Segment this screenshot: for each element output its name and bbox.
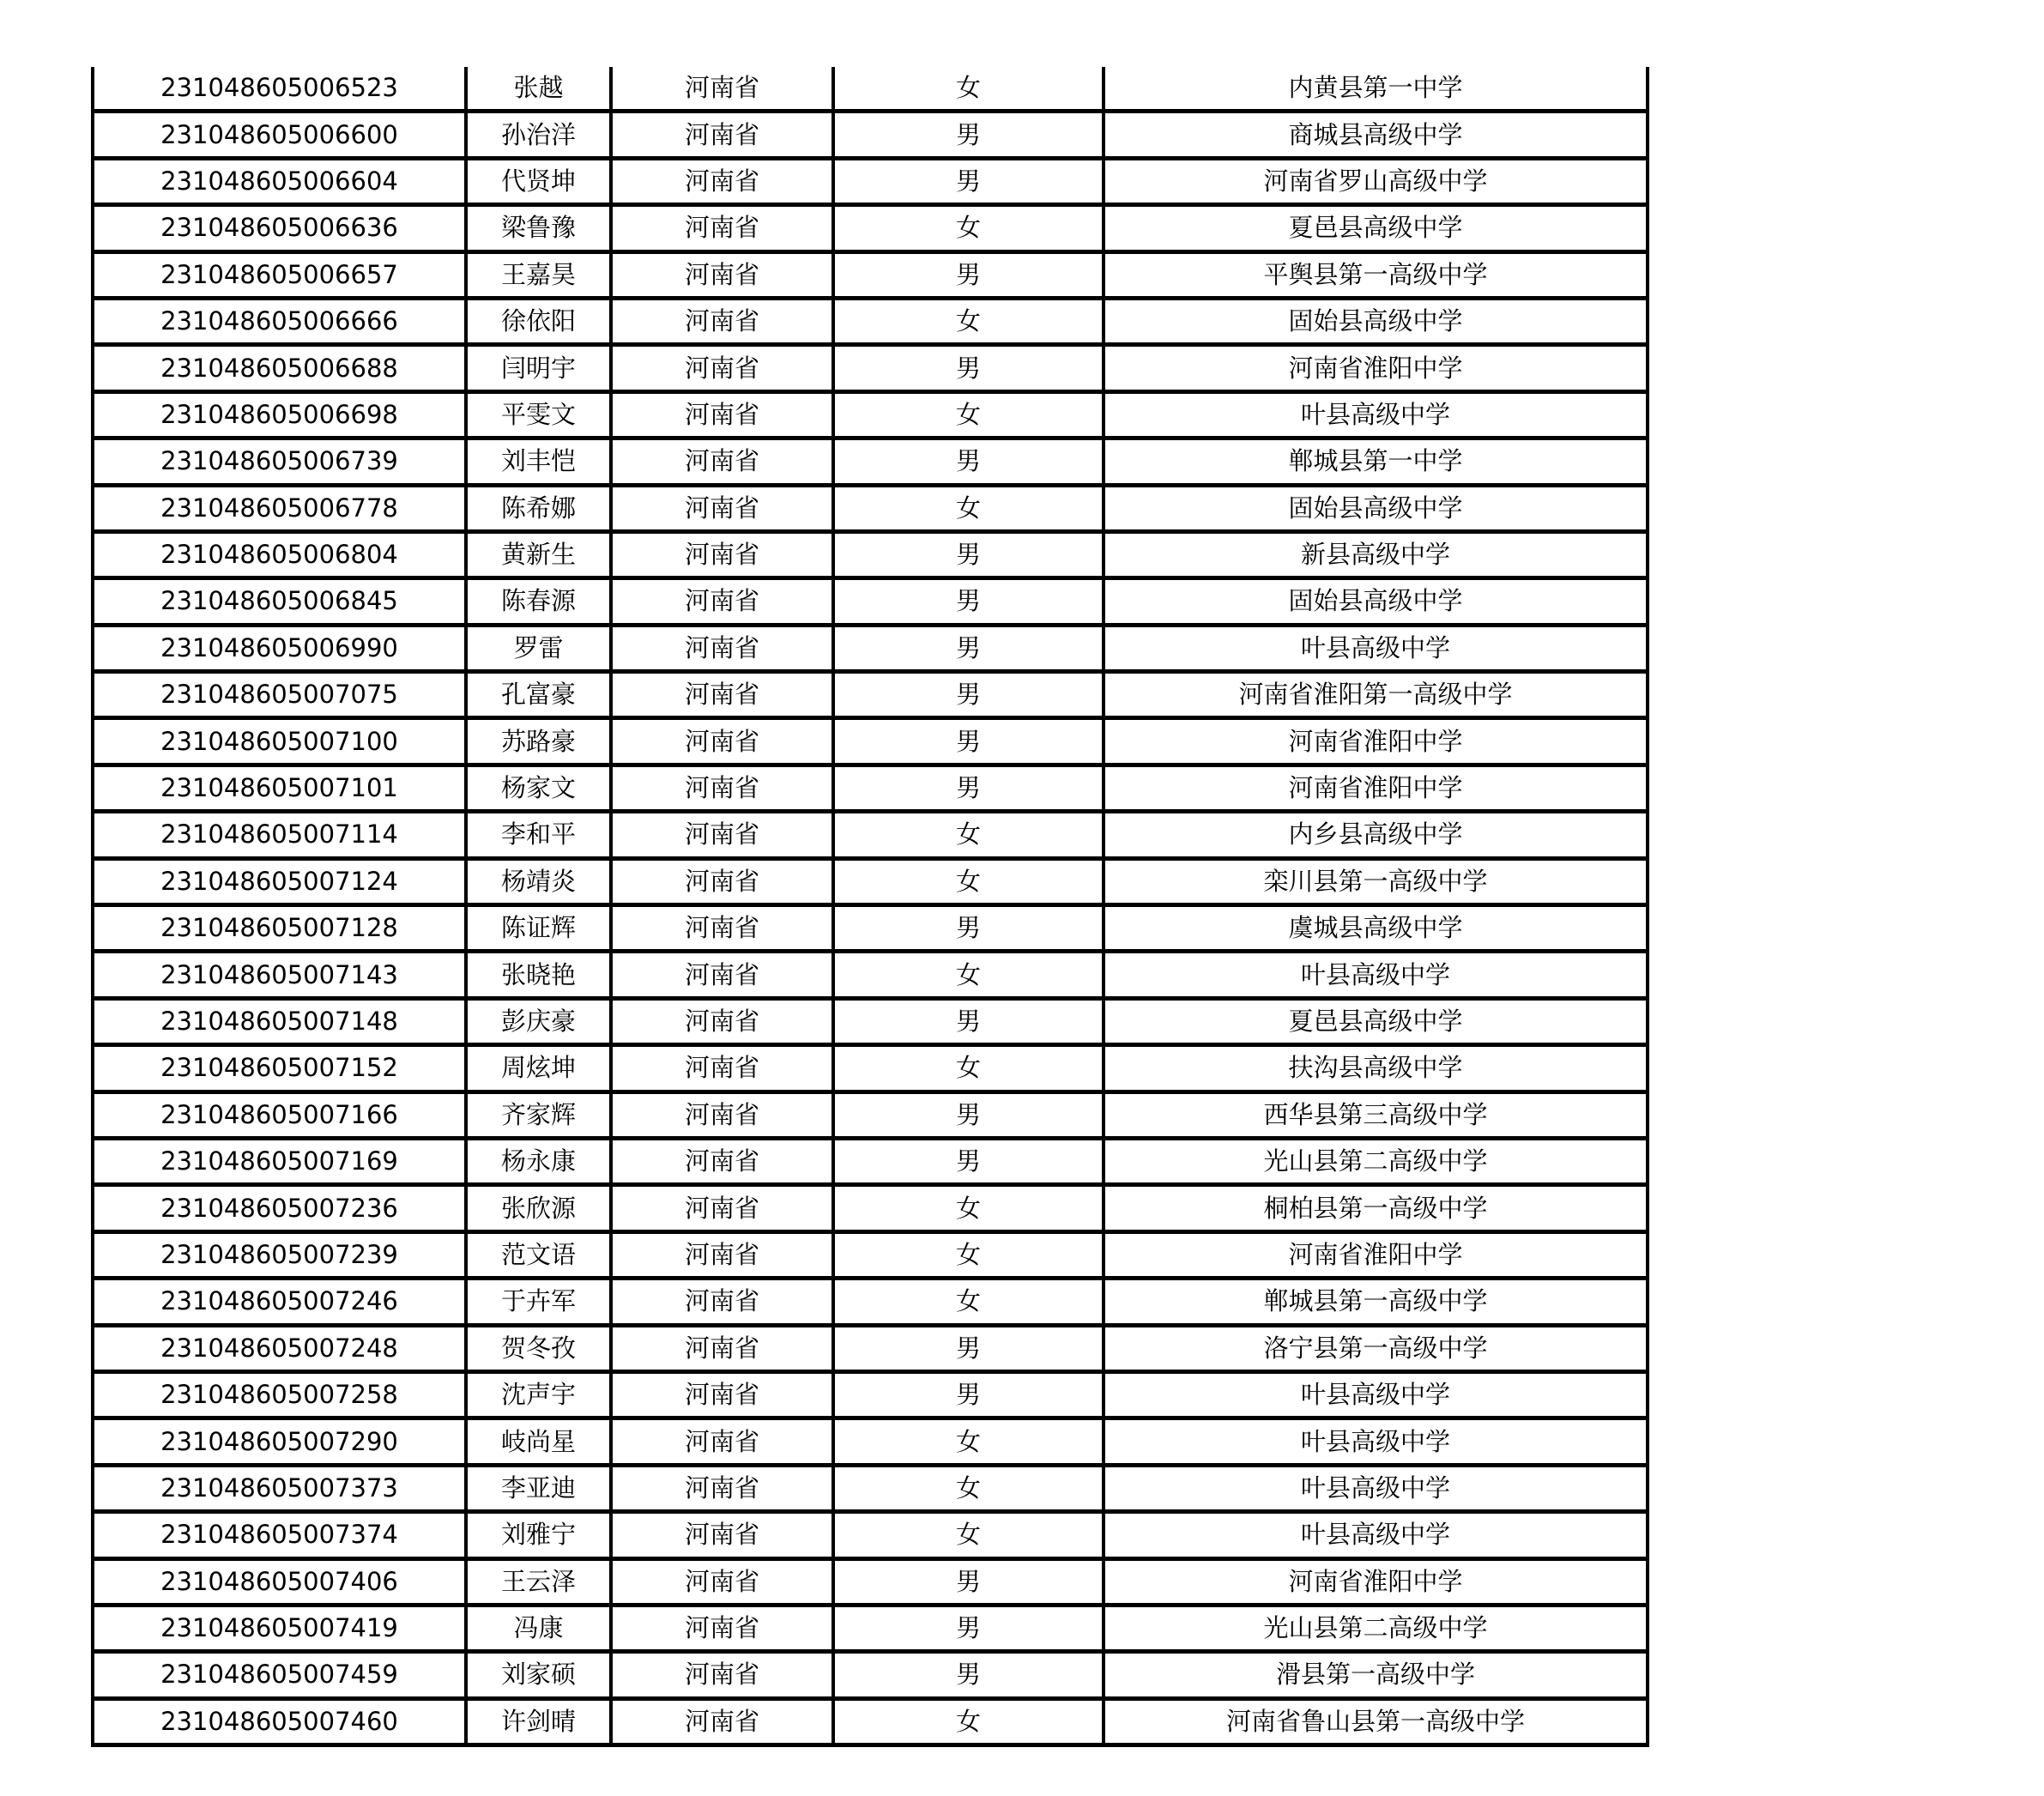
province-cell: 河南省: [611, 1371, 833, 1418]
name-cell: 冯康: [466, 1605, 611, 1651]
province-cell: 河南省: [611, 858, 833, 904]
table-row: [93, 1185, 1648, 1231]
school-cell: 叶县高级中学: [1104, 625, 1648, 671]
table-row: [93, 485, 1648, 531]
name-cell: 黄新生: [466, 531, 611, 578]
gender-cell: 男: [833, 1325, 1104, 1371]
name-cell: 于卉军: [466, 1279, 611, 1325]
name-cell: 李亚迪: [466, 1465, 611, 1511]
candidate-id-cell: 231048605007124: [93, 858, 466, 904]
school-cell: 虞城县高级中学: [1104, 905, 1648, 952]
school-cell: 河南省淮阳中学: [1104, 718, 1648, 765]
school-cell: 叶县高级中学: [1104, 391, 1648, 438]
gender-cell: 女: [833, 485, 1104, 531]
province-cell: 河南省: [611, 298, 833, 344]
name-cell: 刘丰恺: [466, 438, 611, 485]
province-cell: 河南省: [611, 765, 833, 811]
candidate-id-cell: 231048605006523: [93, 67, 466, 112]
table-row: [93, 905, 1648, 952]
candidate-id-cell: 231048605007169: [93, 1138, 466, 1184]
candidate-id-cell: 231048605007143: [93, 952, 466, 998]
candidate-id-cell: 231048605007459: [93, 1652, 466, 1698]
gender-cell: 女: [833, 1512, 1104, 1558]
school-cell: 夏邑县高级中学: [1104, 205, 1648, 251]
province-cell: 河南省: [611, 952, 833, 998]
name-cell: 陈证辉: [466, 905, 611, 952]
gender-cell: 男: [833, 998, 1104, 1044]
name-cell: 范文语: [466, 1231, 611, 1278]
province-cell: 河南省: [611, 345, 833, 391]
name-cell: 孔富豪: [466, 672, 611, 718]
province-cell: 河南省: [611, 1092, 833, 1138]
table-row: [93, 1698, 1648, 1745]
candidate-id-cell: 231048605007239: [93, 1231, 466, 1278]
name-cell: 苏路豪: [466, 718, 611, 765]
school-cell: 河南省淮阳第一高级中学: [1104, 672, 1648, 718]
province-cell: 河南省: [611, 1325, 833, 1371]
province-cell: 河南省: [611, 672, 833, 718]
gender-cell: 男: [833, 438, 1104, 485]
gender-cell: 男: [833, 672, 1104, 718]
province-cell: 河南省: [611, 205, 833, 251]
school-cell: 内黄县第一中学: [1104, 67, 1648, 112]
name-cell: 陈春源: [466, 578, 611, 625]
gender-cell: 男: [833, 158, 1104, 204]
name-cell: 平雯文: [466, 391, 611, 438]
school-cell: 洛宁县第一高级中学: [1104, 1325, 1648, 1371]
candidate-id-cell: 231048605006688: [93, 345, 466, 391]
province-cell: 河南省: [611, 905, 833, 952]
candidate-id-cell: 231048605006600: [93, 112, 466, 158]
school-cell: 扶沟县高级中学: [1104, 1045, 1648, 1092]
table-row: [93, 625, 1648, 671]
name-cell: 张越: [466, 67, 611, 112]
table-row: [93, 438, 1648, 485]
school-cell: 叶县高级中学: [1104, 1418, 1648, 1465]
name-cell: 王嘉昊: [466, 251, 611, 298]
gender-cell: 女: [833, 952, 1104, 998]
gender-cell: 男: [833, 578, 1104, 625]
gender-cell: 男: [833, 1092, 1104, 1138]
candidate-id-cell: 231048605006845: [93, 578, 466, 625]
table-row: [93, 251, 1648, 298]
table-row: [93, 67, 1648, 112]
candidate-id-cell: 231048605006739: [93, 438, 466, 485]
province-cell: 河南省: [611, 1185, 833, 1231]
gender-cell: 女: [833, 1185, 1104, 1231]
name-cell: 齐家辉: [466, 1092, 611, 1138]
candidate-id-cell: 231048605007101: [93, 765, 466, 811]
school-cell: 滑县第一高级中学: [1104, 1652, 1648, 1698]
province-cell: 河南省: [611, 1558, 833, 1605]
school-cell: 河南省淮阳中学: [1104, 765, 1648, 811]
school-cell: 固始县高级中学: [1104, 485, 1648, 531]
candidate-id-cell: 231048605007128: [93, 905, 466, 952]
name-cell: 杨靖炎: [466, 858, 611, 904]
gender-cell: 男: [833, 1558, 1104, 1605]
table-row: [93, 812, 1648, 858]
table-row: [93, 1558, 1648, 1605]
name-cell: 沈声宇: [466, 1371, 611, 1418]
name-cell: 张欣源: [466, 1185, 611, 1231]
school-cell: 叶县高级中学: [1104, 952, 1648, 998]
gender-cell: 女: [833, 205, 1104, 251]
name-cell: 刘雅宁: [466, 1512, 611, 1558]
table-row: [93, 1652, 1648, 1698]
student-table: [91, 67, 1649, 1747]
name-cell: 徐依阳: [466, 298, 611, 344]
gender-cell: 男: [833, 1138, 1104, 1184]
candidate-id-cell: 231048605007373: [93, 1465, 466, 1511]
province-cell: 河南省: [611, 1045, 833, 1092]
province-cell: 河南省: [611, 1138, 833, 1184]
table-row: [93, 765, 1648, 811]
school-cell: 光山县第二高级中学: [1104, 1138, 1648, 1184]
name-cell: 代贤坤: [466, 158, 611, 204]
candidate-id-cell: 231048605006804: [93, 531, 466, 578]
table-row: [93, 298, 1648, 344]
province-cell: 河南省: [611, 531, 833, 578]
table-row: [93, 1512, 1648, 1558]
candidate-id-cell: 231048605006990: [93, 625, 466, 671]
school-cell: 河南省淮阳中学: [1104, 1231, 1648, 1278]
province-cell: 河南省: [611, 67, 833, 112]
name-cell: 陈希娜: [466, 485, 611, 531]
gender-cell: 女: [833, 298, 1104, 344]
gender-cell: 女: [833, 1698, 1104, 1745]
name-cell: 罗雷: [466, 625, 611, 671]
gender-cell: 女: [833, 391, 1104, 438]
school-cell: 栾川县第一高级中学: [1104, 858, 1648, 904]
school-cell: 固始县高级中学: [1104, 578, 1648, 625]
province-cell: 河南省: [611, 1418, 833, 1465]
candidate-id-cell: 231048605007258: [93, 1371, 466, 1418]
table-row: [93, 858, 1648, 904]
province-cell: 河南省: [611, 1279, 833, 1325]
table-row: [93, 672, 1648, 718]
candidate-id-cell: 231048605007148: [93, 998, 466, 1044]
table-row: [93, 998, 1648, 1044]
gender-cell: 女: [833, 1418, 1104, 1465]
gender-cell: 男: [833, 718, 1104, 765]
province-cell: 河南省: [611, 1698, 833, 1745]
school-cell: 郸城县第一高级中学: [1104, 1279, 1648, 1325]
gender-cell: 女: [833, 67, 1104, 112]
province-cell: 河南省: [611, 251, 833, 298]
school-cell: 河南省罗山高级中学: [1104, 158, 1648, 204]
candidate-id-cell: 231048605007246: [93, 1279, 466, 1325]
candidate-id-cell: 231048605007248: [93, 1325, 466, 1371]
name-cell: 刘家硕: [466, 1652, 611, 1698]
province-cell: 河南省: [611, 158, 833, 204]
school-cell: 河南省淮阳中学: [1104, 345, 1648, 391]
candidate-id-cell: 231048605006604: [93, 158, 466, 204]
province-cell: 河南省: [611, 1512, 833, 1558]
table-row: [93, 158, 1648, 204]
gender-cell: 女: [833, 1045, 1104, 1092]
candidate-id-cell: 231048605006778: [93, 485, 466, 531]
gender-cell: 女: [833, 858, 1104, 904]
table-body: [93, 67, 1648, 1745]
candidate-id-cell: 231048605006657: [93, 251, 466, 298]
gender-cell: 女: [833, 1465, 1104, 1511]
name-cell: 贺冬孜: [466, 1325, 611, 1371]
school-cell: 内乡县高级中学: [1104, 812, 1648, 858]
province-cell: 河南省: [611, 1652, 833, 1698]
table-row: [93, 1138, 1648, 1184]
school-cell: 桐柏县第一高级中学: [1104, 1185, 1648, 1231]
table-row: [93, 1231, 1648, 1278]
table-row: [93, 1092, 1648, 1138]
candidate-id-cell: 231048605007236: [93, 1185, 466, 1231]
school-cell: 固始县高级中学: [1104, 298, 1648, 344]
candidate-id-cell: 231048605007152: [93, 1045, 466, 1092]
province-cell: 河南省: [611, 1465, 833, 1511]
name-cell: 闫明宇: [466, 345, 611, 391]
table-row: [93, 205, 1648, 251]
candidate-id-cell: 231048605007100: [93, 718, 466, 765]
province-cell: 河南省: [611, 1231, 833, 1278]
table-row: [93, 952, 1648, 998]
table-row: [93, 578, 1648, 625]
gender-cell: 男: [833, 531, 1104, 578]
candidate-id-cell: 231048605007166: [93, 1092, 466, 1138]
school-cell: 郸城县第一中学: [1104, 438, 1648, 485]
school-cell: 西华县第三高级中学: [1104, 1092, 1648, 1138]
school-cell: 新县高级中学: [1104, 531, 1648, 578]
school-cell: 叶县高级中学: [1104, 1512, 1648, 1558]
gender-cell: 男: [833, 345, 1104, 391]
table-row: [93, 531, 1648, 578]
admission-list: [91, 67, 1646, 1747]
candidate-id-cell: 231048605007406: [93, 1558, 466, 1605]
table-row: [93, 391, 1648, 438]
candidate-id-cell: 231048605007075: [93, 672, 466, 718]
name-cell: 彭庆豪: [466, 998, 611, 1044]
gender-cell: 男: [833, 1605, 1104, 1651]
province-cell: 河南省: [611, 112, 833, 158]
name-cell: 周炫坤: [466, 1045, 611, 1092]
gender-cell: 男: [833, 1371, 1104, 1418]
candidate-id-cell: 231048605007460: [93, 1698, 466, 1745]
province-cell: 河南省: [611, 625, 833, 671]
candidate-id-cell: 231048605007419: [93, 1605, 466, 1651]
table-row: [93, 1418, 1648, 1465]
school-cell: 光山县第二高级中学: [1104, 1605, 1648, 1651]
gender-cell: 男: [833, 1652, 1104, 1698]
table-row: [93, 1605, 1648, 1651]
name-cell: 梁鲁豫: [466, 205, 611, 251]
name-cell: 岐尚星: [466, 1418, 611, 1465]
province-cell: 河南省: [611, 718, 833, 765]
gender-cell: 男: [833, 625, 1104, 671]
gender-cell: 男: [833, 765, 1104, 811]
gender-cell: 女: [833, 1231, 1104, 1278]
gender-cell: 男: [833, 112, 1104, 158]
candidate-id-cell: 231048605007374: [93, 1512, 466, 1558]
name-cell: 许剑晴: [466, 1698, 611, 1745]
candidate-id-cell: 231048605006698: [93, 391, 466, 438]
province-cell: 河南省: [611, 391, 833, 438]
table-row: [93, 1325, 1648, 1371]
name-cell: 杨永康: [466, 1138, 611, 1184]
table-row: [93, 1279, 1648, 1325]
table-row: [93, 718, 1648, 765]
table-row: [93, 112, 1648, 158]
province-cell: 河南省: [611, 578, 833, 625]
gender-cell: 男: [833, 905, 1104, 952]
candidate-id-cell: 231048605006666: [93, 298, 466, 344]
school-cell: 叶县高级中学: [1104, 1465, 1648, 1511]
table-row: [93, 1045, 1648, 1092]
gender-cell: 女: [833, 812, 1104, 858]
name-cell: 张晓艳: [466, 952, 611, 998]
school-cell: 平舆县第一高级中学: [1104, 251, 1648, 298]
table-row: [93, 1371, 1648, 1418]
province-cell: 河南省: [611, 1605, 833, 1651]
school-cell: 夏邑县高级中学: [1104, 998, 1648, 1044]
gender-cell: 女: [833, 1279, 1104, 1325]
school-cell: 商城县高级中学: [1104, 112, 1648, 158]
table-row: [93, 1465, 1648, 1511]
candidate-id-cell: 231048605007290: [93, 1418, 466, 1465]
school-cell: 叶县高级中学: [1104, 1371, 1648, 1418]
candidate-id-cell: 231048605007114: [93, 812, 466, 858]
province-cell: 河南省: [611, 438, 833, 485]
province-cell: 河南省: [611, 485, 833, 531]
gender-cell: 男: [833, 251, 1104, 298]
province-cell: 河南省: [611, 998, 833, 1044]
school-cell: 河南省鲁山县第一高级中学: [1104, 1698, 1648, 1745]
name-cell: 王云泽: [466, 1558, 611, 1605]
school-cell: 河南省淮阳中学: [1104, 1558, 1648, 1605]
name-cell: 李和平: [466, 812, 611, 858]
name-cell: 杨家文: [466, 765, 611, 811]
candidate-id-cell: 231048605006636: [93, 205, 466, 251]
name-cell: 孙治洋: [466, 112, 611, 158]
province-cell: 河南省: [611, 812, 833, 858]
table-row: [93, 345, 1648, 391]
